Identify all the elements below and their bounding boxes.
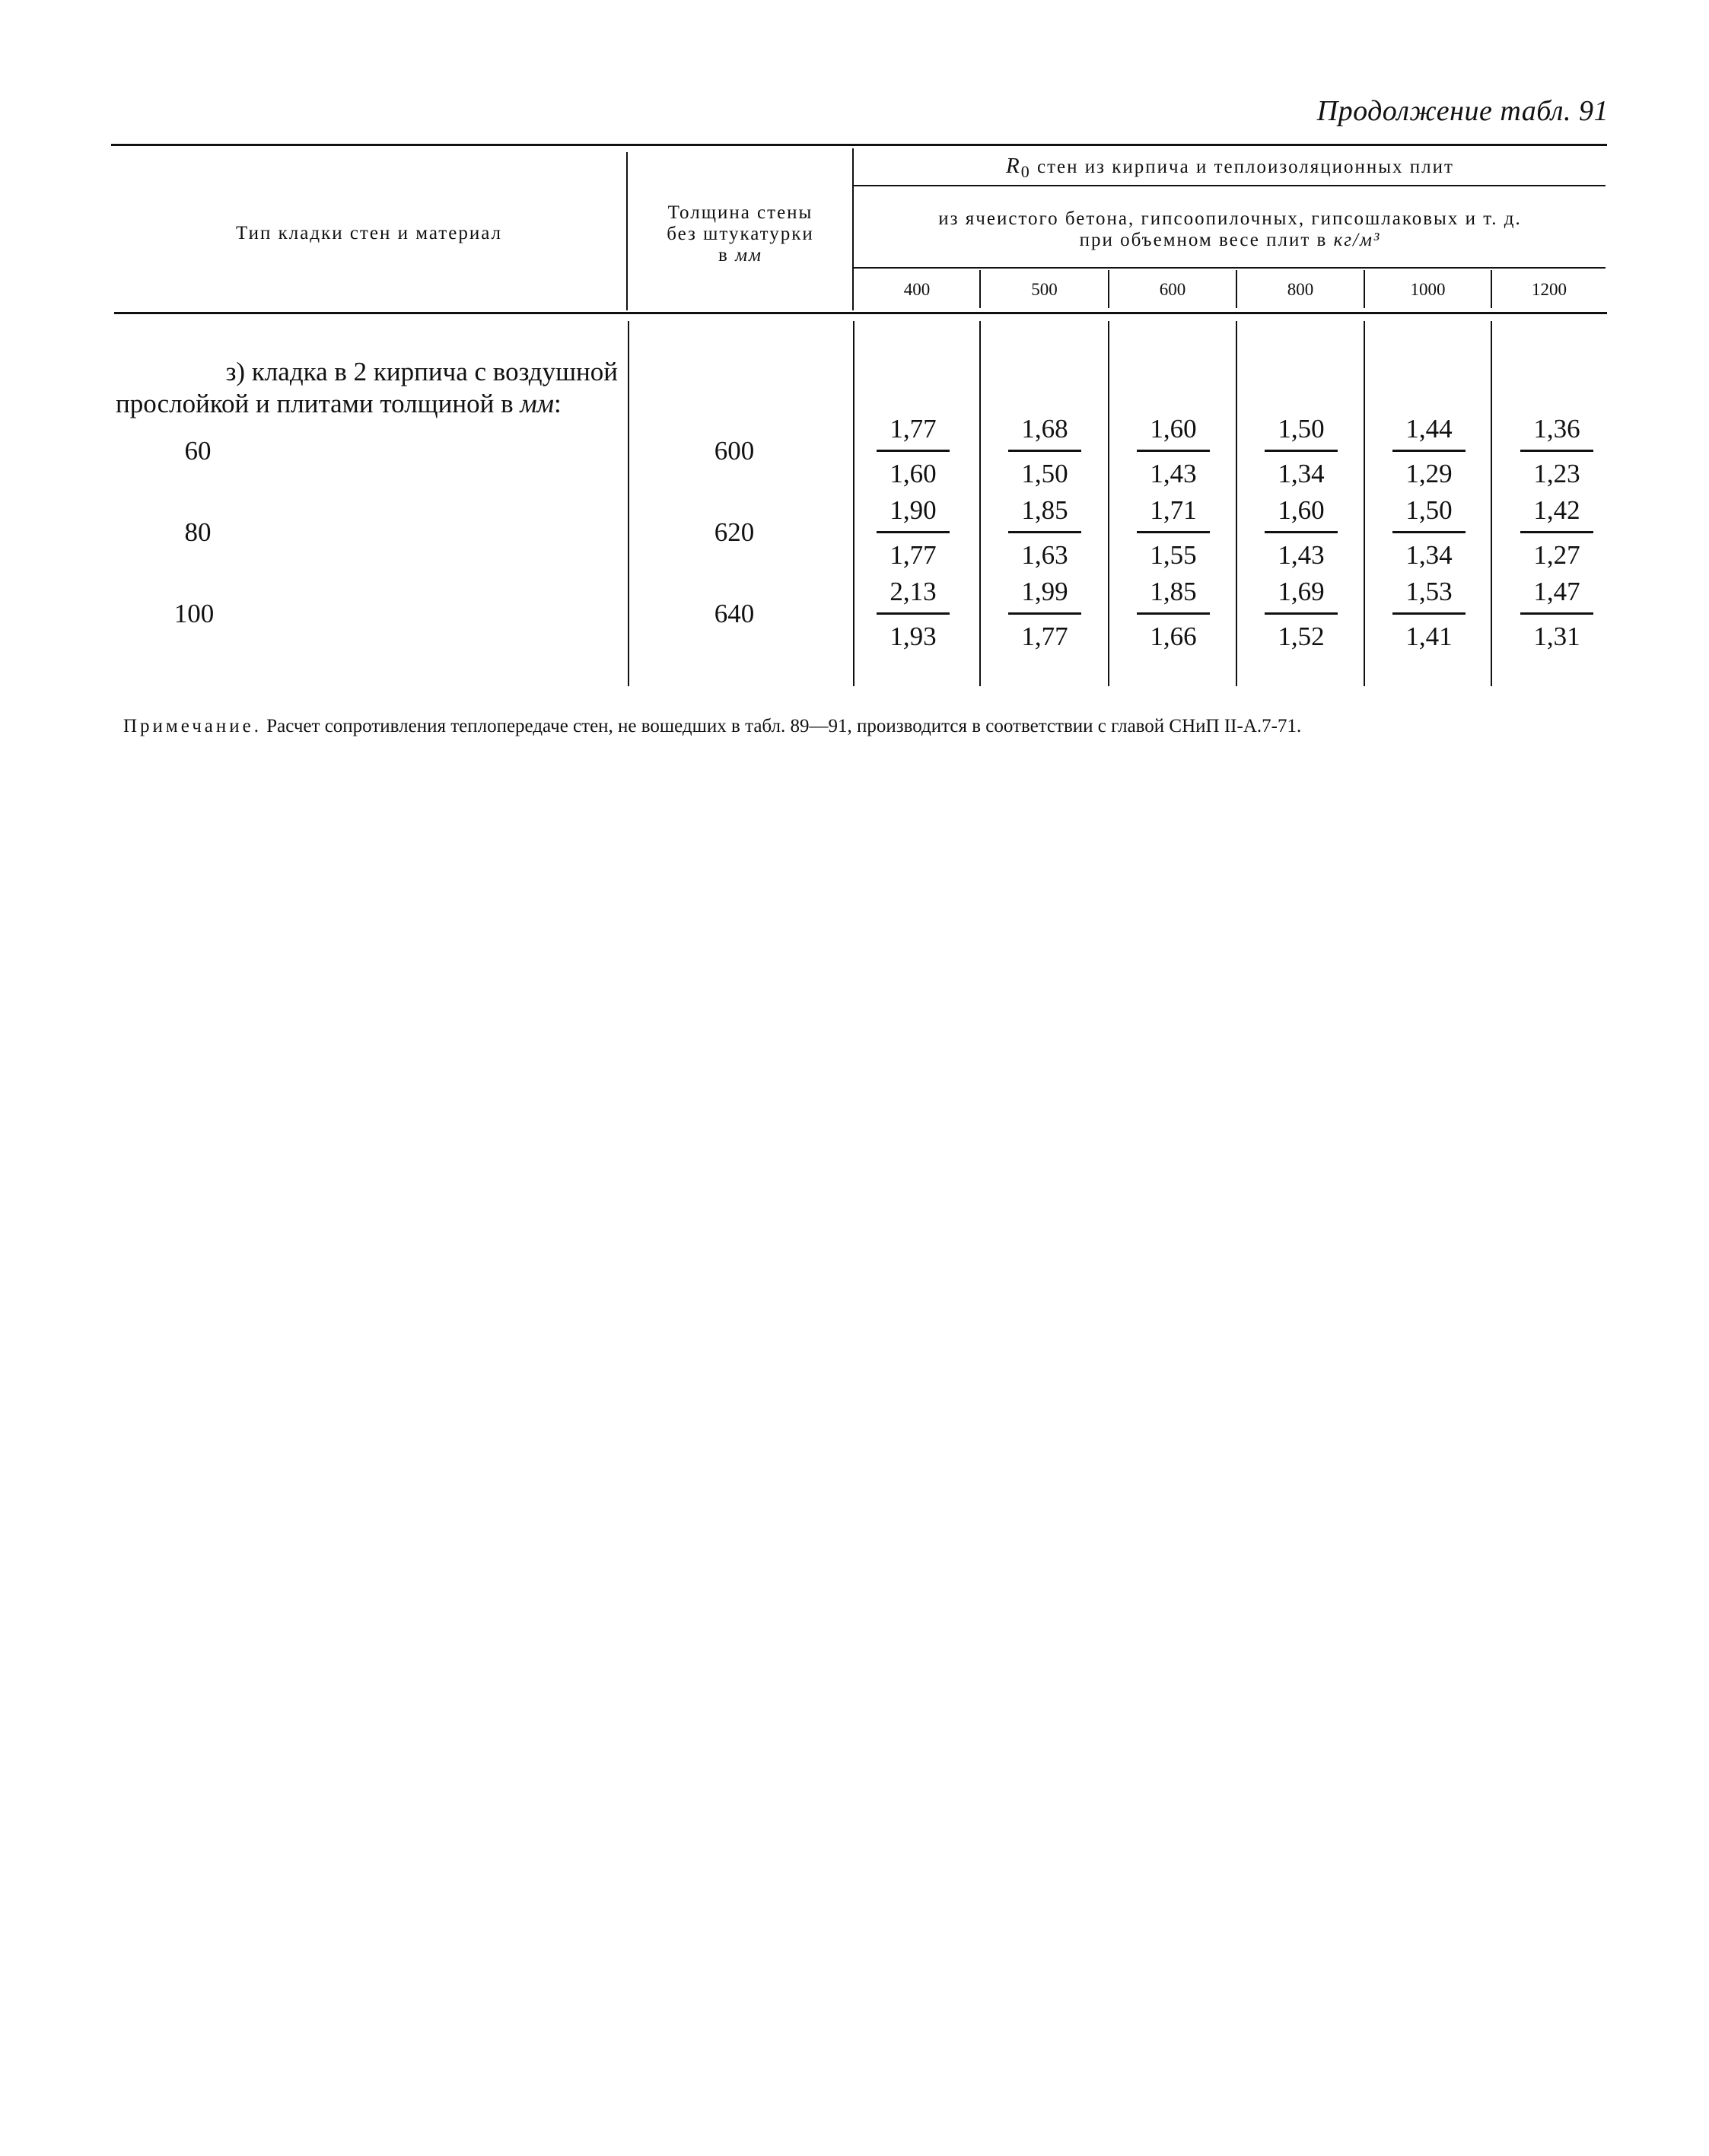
value-top: 1,36 (1520, 413, 1593, 452)
thickness-line-1: Толщина стены (667, 202, 813, 223)
ro-symbol: R (1006, 154, 1021, 178)
value-cell-100-500 (1008, 576, 1081, 653)
value-top: 1,85 (1008, 494, 1081, 533)
value-bottom: 1,63 (1021, 540, 1068, 570)
value-cell-60-500 (1008, 413, 1081, 490)
column-header-thickness (630, 202, 851, 266)
value-bottom: 1,43 (1150, 459, 1197, 488)
value-cell-60-1200 (1520, 413, 1593, 490)
value-bottom: 1,43 (1278, 540, 1325, 570)
plate-thickness-60: 60 (184, 436, 212, 466)
header-bottom-rule (114, 312, 1607, 314)
value-top: 1,50 (1265, 413, 1338, 452)
value-bottom: 1,34 (1405, 540, 1453, 570)
value-bottom: 1,55 (1150, 540, 1197, 570)
ro-subscript: 0 (1020, 162, 1031, 181)
value-top: 1,99 (1008, 576, 1081, 615)
value-bottom: 1,50 (1021, 459, 1068, 488)
material-line-2 (854, 230, 1606, 251)
value-cell-60-800 (1265, 413, 1338, 490)
value-bottom: 1,27 (1533, 540, 1580, 570)
value-cell-100-1200 (1520, 576, 1593, 653)
column-header-material (854, 208, 1606, 251)
value-bottom: 1,60 (890, 459, 937, 488)
wall-thickness-600: 600 (714, 436, 755, 466)
value-cell-80-400 (877, 494, 950, 571)
value-cell-100-400 (877, 576, 950, 653)
value-top: 1,53 (1392, 576, 1466, 615)
value-bottom: 1,66 (1150, 622, 1197, 651)
density-header-400: 400 (903, 280, 931, 299)
table-top-rule (111, 144, 1607, 146)
value-cell-60-600 (1137, 413, 1210, 490)
body-divider-7 (1491, 321, 1492, 686)
plate-thickness-80: 80 (184, 517, 212, 547)
value-cell-100-1000 (1392, 576, 1466, 653)
header-divider-1 (626, 152, 628, 310)
note-heading: Примечание. (123, 716, 263, 736)
value-bottom: 1,52 (1278, 622, 1325, 651)
density-header-600: 600 (1159, 280, 1186, 299)
value-top: 1,68 (1008, 413, 1081, 452)
value-bottom: 1,41 (1405, 622, 1453, 651)
column-header-type (114, 223, 624, 244)
value-cell-80-800 (1265, 494, 1338, 571)
value-top: 2,13 (877, 576, 950, 615)
value-cell-100-600 (1137, 576, 1210, 653)
density-group-rule (853, 267, 1606, 269)
body-divider-3 (979, 321, 981, 686)
header-divider-2 (852, 148, 854, 310)
column-header-ro (854, 155, 1606, 183)
section-title-colon: : (554, 389, 562, 418)
value-bottom: 1,31 (1533, 622, 1580, 651)
value-top: 1,60 (1137, 413, 1210, 452)
density-header-800: 800 (1287, 280, 1314, 299)
value-bottom: 1,93 (890, 622, 937, 651)
density-header-1000: 1000 (1410, 280, 1446, 299)
density-header-500: 500 (1031, 280, 1058, 299)
material-line-2-prefix: при объемном весе плит в (1079, 230, 1328, 250)
body-divider-6 (1364, 321, 1365, 686)
section-title-line-2 (116, 388, 618, 420)
value-bottom: 1,34 (1278, 459, 1325, 488)
body-divider-4 (1108, 321, 1109, 686)
value-top: 1,50 (1392, 494, 1466, 533)
column-header-type-text: Тип кладки стен и материал (235, 223, 503, 243)
value-bottom: 1,23 (1533, 459, 1580, 488)
value-top: 1,77 (877, 413, 950, 452)
value-top: 1,42 (1520, 494, 1593, 533)
body-divider-5 (1236, 321, 1237, 686)
value-cell-80-1200 (1520, 494, 1593, 571)
value-cell-80-1000 (1392, 494, 1466, 571)
body-divider-2 (853, 321, 854, 686)
wall-thickness-620: 620 (714, 517, 755, 547)
ro-group-rule (853, 185, 1606, 186)
thickness-line-3 (630, 245, 851, 266)
value-top: 1,60 (1265, 494, 1338, 533)
value-cell-80-500 (1008, 494, 1081, 571)
value-top: 1,69 (1265, 576, 1338, 615)
value-cell-100-800 (1265, 576, 1338, 653)
thickness-line-2: без штукатурки (667, 224, 814, 244)
value-top: 1,44 (1392, 413, 1466, 452)
value-top: 1,90 (877, 494, 950, 533)
value-top: 1,47 (1520, 576, 1593, 615)
value-cell-60-1000 (1392, 413, 1466, 490)
value-bottom: 1,77 (890, 540, 937, 570)
section-title-unit: мм (520, 389, 555, 418)
wall-thickness-640: 640 (714, 599, 755, 628)
thickness-unit-prefix: в (718, 245, 729, 266)
section-title-line-2-prefix: прослойкой и плитами толщиной в (116, 389, 514, 418)
plate-thickness-100: 100 (173, 599, 215, 628)
density-header-1200: 1200 (1532, 280, 1567, 299)
continuation-label: Продолжение табл. 91 (1316, 95, 1609, 127)
value-top: 1,85 (1137, 576, 1210, 615)
value-top: 1,71 (1137, 494, 1210, 533)
section-title-line-1: з) кладка в 2 кирпича с воздушной (225, 357, 618, 386)
section-title (116, 356, 618, 420)
value-cell-60-400 (877, 413, 950, 490)
value-cell-80-600 (1137, 494, 1210, 571)
table-note (123, 715, 1609, 738)
ro-rest: стен из кирпича и теплоизоляционных плит (1037, 157, 1454, 177)
value-bottom: 1,29 (1405, 459, 1453, 488)
material-line-1: из ячеистого бетона, гипсоопилочных, гипсошлаковых и т. д. (938, 208, 1522, 229)
value-bottom: 1,77 (1021, 622, 1068, 651)
material-unit: кг/м³ (1333, 230, 1381, 250)
note-text: Расчет сопротивления теплопередаче стен, не вошедших в табл. 89—91, производится в соответствии с главой СНиП II-А.7-71. (266, 716, 1302, 736)
thickness-unit: мм (735, 245, 762, 266)
body-divider-1 (628, 321, 629, 686)
